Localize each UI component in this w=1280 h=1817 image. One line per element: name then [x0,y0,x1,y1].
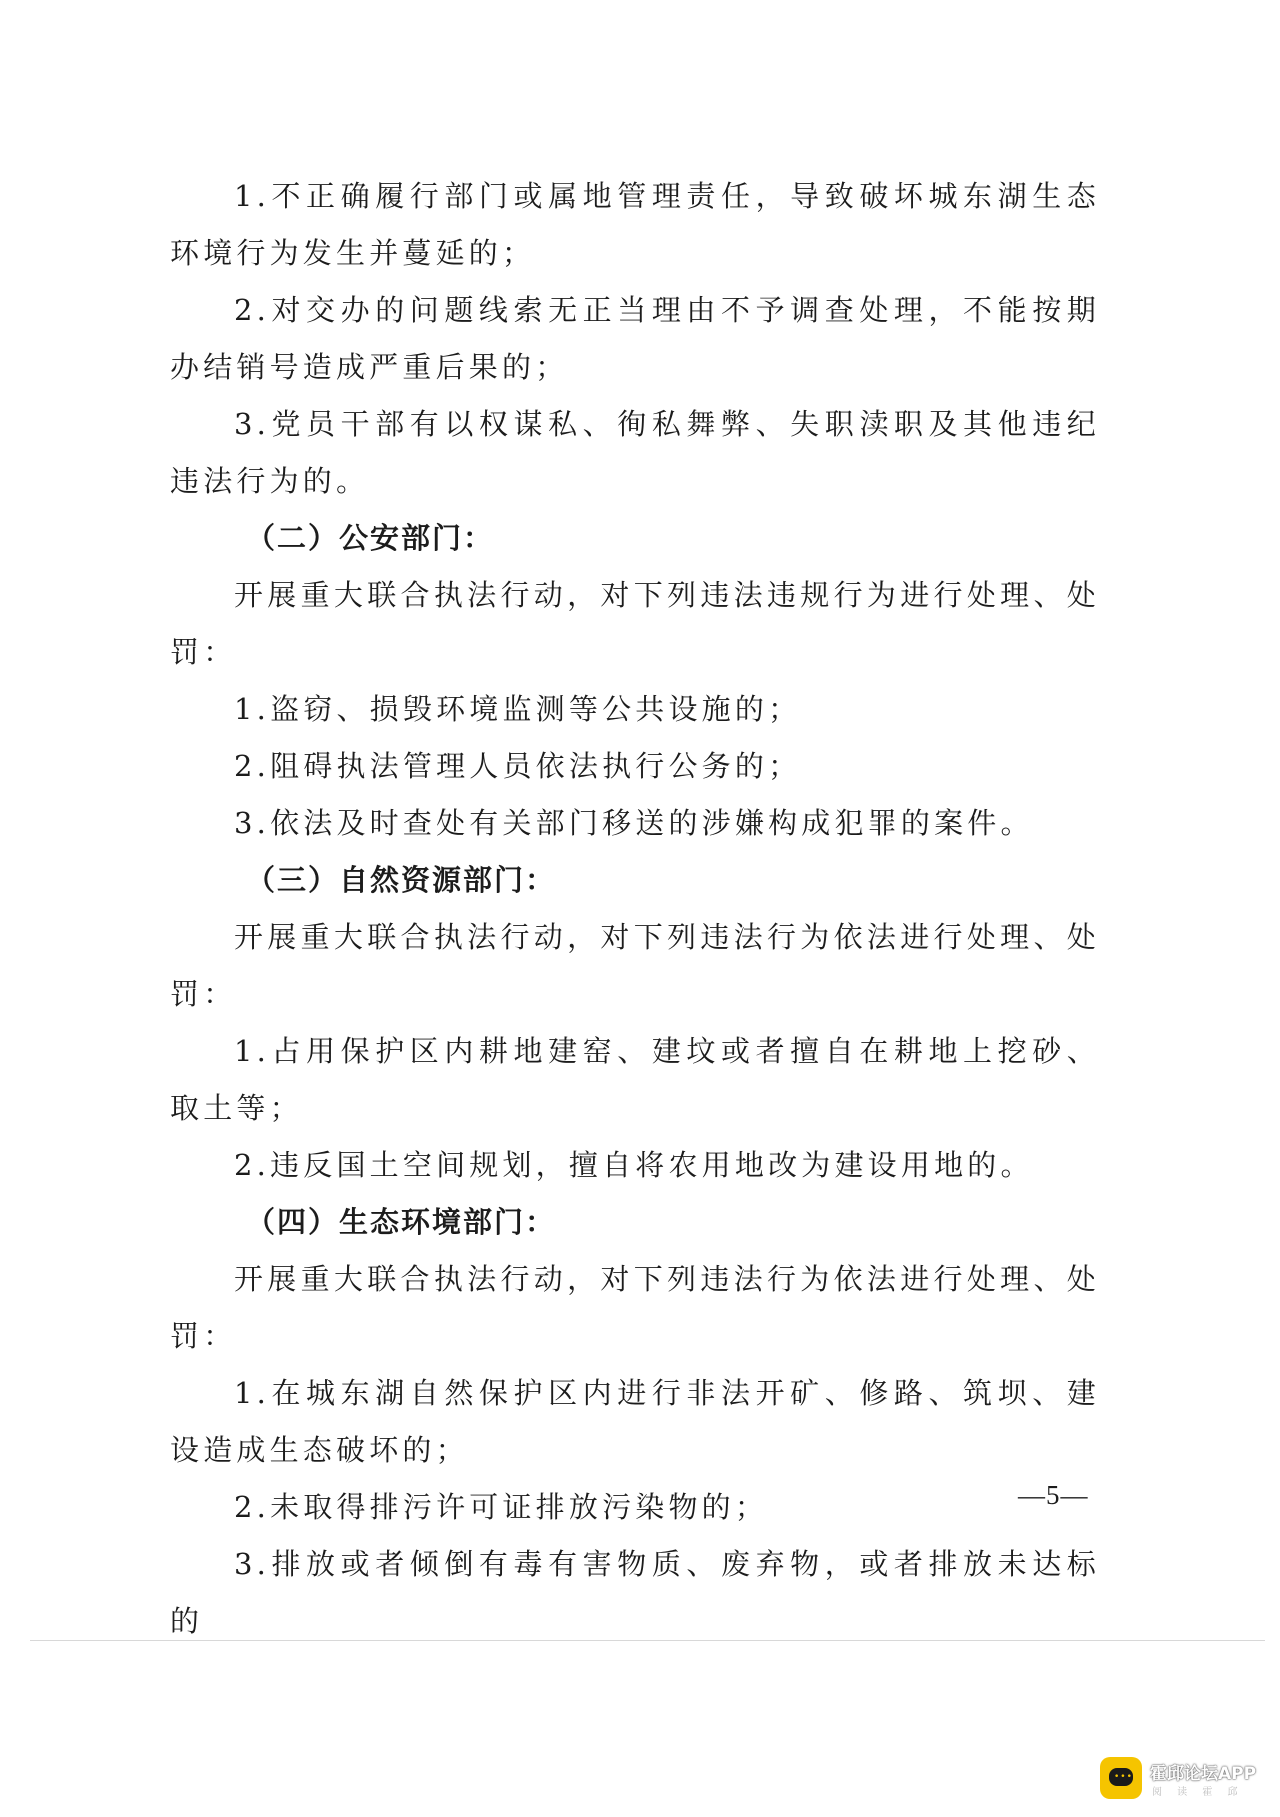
page-number: —5— [1018,1480,1089,1510]
section-intro: 开展重大联合执法行动，对下列违法行为依法进行处理、处罚： [170,920,1100,1011]
watermark-title: 霍邱论坛APP [1150,1764,1257,1784]
section-intro: 开展重大联合执法行动，对下列违法行为依法进行处理、处罚： [170,1262,1100,1353]
document-body [170,168,1100,1650]
section-heading-ecology-environment: （四）生态环境部门： [246,1205,557,1239]
section-intro: 开展重大联合执法行动，对下列违法违规行为进行处理、处罚： [170,578,1100,669]
list-item-1: 1.不正确履行部门或属地管理责任，导致破坏城东湖生态环境行为发生并蔓延的； [170,179,1100,270]
watermark-subtitle: 阅 读 霍 邱 [1152,1787,1244,1798]
list-item-2: 2.对交办的问题线索无正当理由不予调查处理，不能按期办结销号造成严重后果的； [170,293,1100,384]
list-item-2: 2.阻碍执法管理人员依法执行公务的； [234,749,802,783]
app-watermark [1100,1755,1270,1805]
section-heading-public-security: （二）公安部门： [246,521,495,555]
chat-bubble-icon: ••• [1100,1757,1142,1799]
page-bottom-divider [30,1640,1265,1641]
list-item-2: 2.未取得排污许可证排放污染物的； [234,1490,769,1524]
section-heading-natural-resources: （三）自然资源部门： [246,863,557,897]
list-item-3: 3.依法及时查处有关部门移送的涉嫌构成犯罪的案件。 [234,806,1034,840]
list-item-1: 1.占用保护区内耕地建窑、建坟或者擅自在耕地上挖砂、取土等； [170,1034,1100,1125]
list-item-1: 1.盗窃、损毁环境监测等公共设施的； [234,692,802,726]
list-item-2: 2.违反国土空间规划，擅自将农用地改为建设用地的。 [234,1148,1034,1182]
list-item-1: 1.在城东湖自然保护区内进行非法开矿、修路、筑坝、建设造成生态破坏的； [170,1376,1100,1467]
list-item-3: 3.排放或者倾倒有毒有害物质、废弃物，或者排放未达标的 [170,1547,1100,1638]
list-item-3: 3.党员干部有以权谋私、徇私舞弊、失职渎职及其他违纪违法行为的。 [170,407,1100,498]
